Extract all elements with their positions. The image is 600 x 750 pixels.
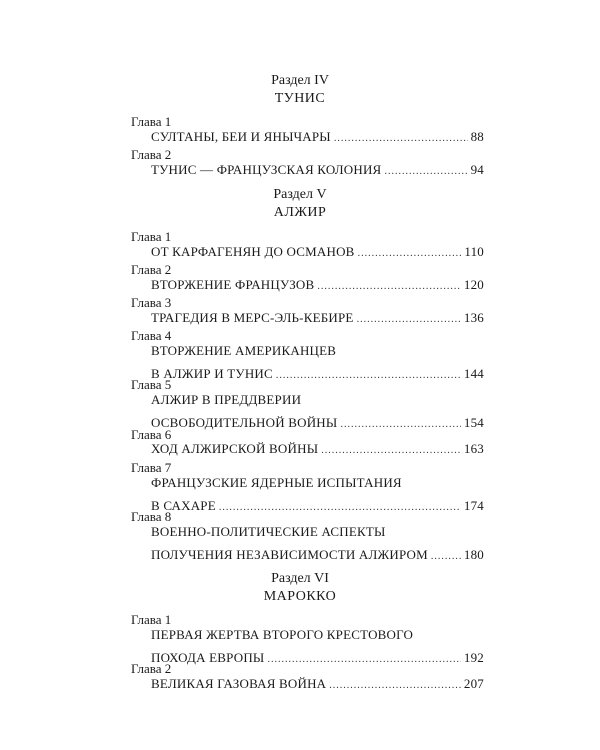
chapter-label: Глава 1 [131,114,172,129]
dot-leader [219,499,461,516]
page-number: 192 [463,650,484,665]
chapter-label: Глава 1 [131,612,172,627]
page-number: 207 [463,676,484,691]
chapter-title: ТРАГЕДИЯ В МЕРС-ЭЛЬ-КЕБИРЕ [151,310,354,325]
dot-leader [358,245,462,262]
page-number: 136 [463,310,484,325]
chapter-label: Глава 6 [131,427,172,442]
chapter-label: Глава 5 [131,377,172,392]
chapter-label: Глава 2 [131,262,172,277]
page-number: 174 [463,498,484,513]
page-number: 154 [463,415,484,430]
chapter-title: СУЛТАНЫ, БЕИ И ЯНЫЧАРЫ [151,129,331,144]
section-title: АЛЖИР [273,205,327,220]
chapter-title: ВТОРЖЕНИЕ ФРАНЦУЗОВ [151,277,315,292]
page-number: 180 [463,547,484,562]
page-number: 94 [470,162,484,177]
chapter-title: ОСВОБОДИТЕЛЬНОЙ ВОЙНЫ [151,415,338,430]
chapter-title: В АЛЖИР И ТУНИС [151,366,273,381]
dot-leader [357,311,461,328]
page-number: 144 [463,366,484,381]
page-number: 88 [470,129,484,144]
chapter-title: ХОД АЛЖИРСКОЙ ВОЙНЫ [151,441,319,456]
chapter-title: ВТОРЖЕНИЕ АМЕРИКАНЦЕВ [151,343,337,358]
chapter-label: Глава 2 [131,147,172,162]
section-label: Раздел IV [271,73,329,88]
dot-leader [267,651,460,668]
chapter-title: ВОЕННО-ПОЛИТИЧЕСКИЕ АСПЕКТЫ [151,524,386,539]
chapter-title: ПОХОДА ЕВРОПЫ [151,650,265,665]
dot-leader [276,367,461,384]
chapter-title: ПЕРВАЯ ЖЕРТВА ВТОРОГО КРЕСТОВОГО [151,627,414,642]
chapter-label: Глава 8 [131,509,172,524]
section-title: МАРОККО [263,589,337,604]
chapter-title: ПОЛУЧЕНИЯ НЕЗАВИСИМОСТИ АЛЖИРОМ [151,547,428,562]
dot-leader [321,442,461,459]
chapter-label: Глава 7 [131,460,172,475]
chapter-title: ФРАНЦУЗСКИЕ ЯДЕРНЫЕ ИСПЫТАНИЯ [151,475,402,490]
dot-leader [317,278,460,295]
dot-leader [431,548,461,565]
chapter-title: ОТ КАРФАГЕНЯН ДО ОСМАНОВ [151,244,355,259]
chapter-title: ТУНИС — ФРАНЦУЗСКАЯ КОЛОНИЯ [151,162,382,177]
dot-leader [329,677,461,694]
dot-leader [340,416,460,433]
dot-leader [334,130,468,147]
chapter-title: АЛЖИР В ПРЕДДВЕРИИ [151,392,302,407]
dot-leader [384,163,467,180]
section-title: ТУНИС [274,91,326,106]
page-number: 163 [463,441,484,456]
chapter-label: Глава 4 [131,328,172,343]
chapter-title: В САХАРЕ [151,498,216,513]
chapter-label: Глава 3 [131,295,172,310]
chapter-label: Глава 1 [131,229,172,244]
page-number: 110 [464,244,484,259]
page-number: 120 [463,277,484,292]
section-label: Раздел V [273,187,327,202]
section-label: Раздел VI [271,571,329,586]
chapter-title: ВЕЛИКАЯ ГАЗОВАЯ ВОЙНА [151,676,327,691]
chapter-label: Глава 2 [131,661,172,676]
